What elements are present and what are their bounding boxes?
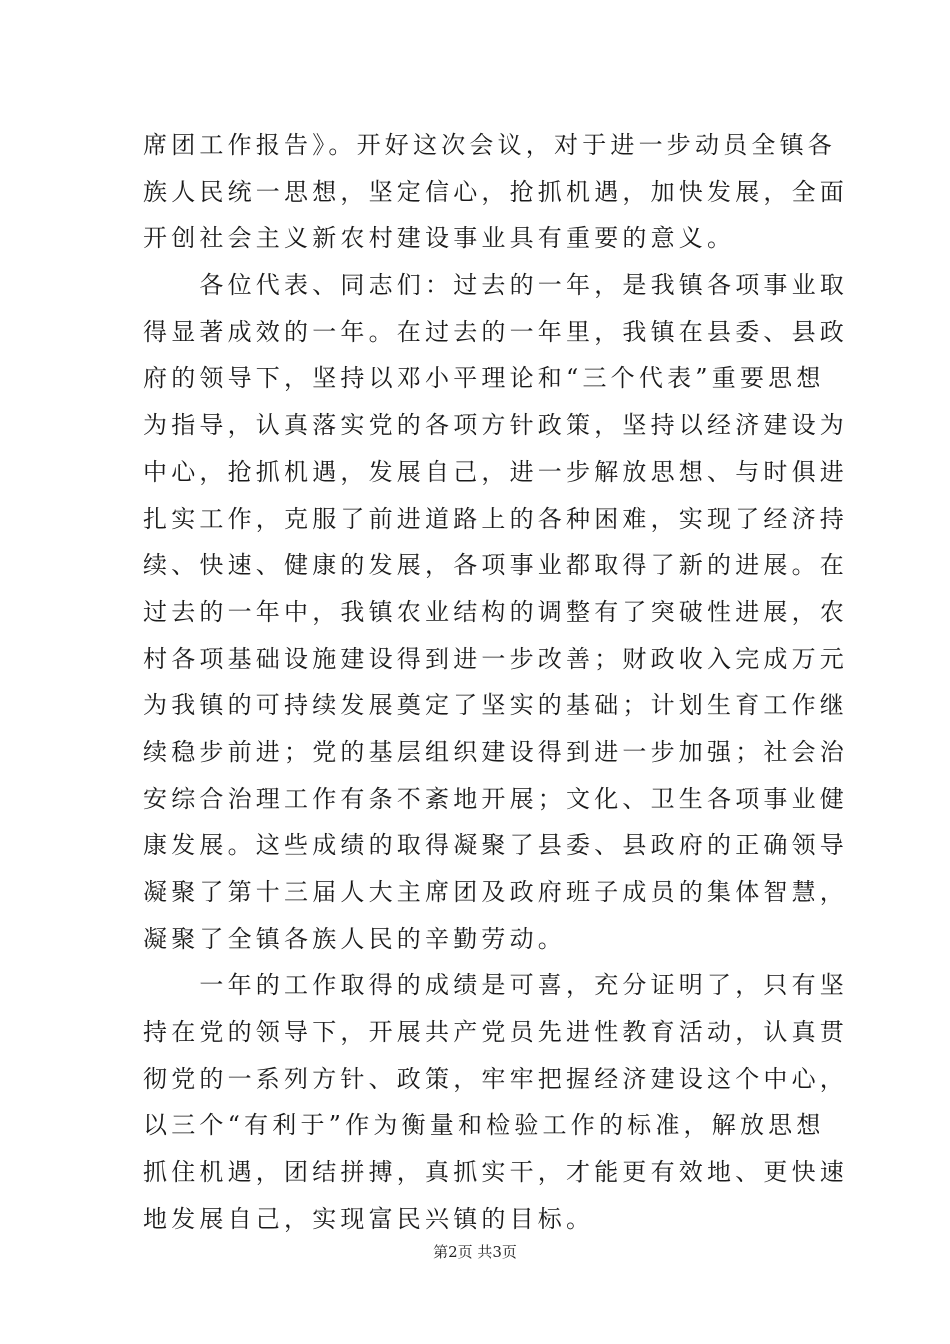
text-line: 族人民统一思想，坚定信心，抢抓机遇，加快发展，全面 — [143, 177, 848, 206]
text-line: 席团工作报告》。开好这次会议，对于进一步动员全镇各 — [143, 131, 836, 159]
text-line: 彻党的一系列方针、政策，牢牢把握经济建设这个中心， — [143, 1064, 848, 1093]
page-number: 第2页 共3页 — [433, 1243, 517, 1261]
text-line: 开创社会主义新农村建设事业具有重要的意义。 — [143, 224, 736, 253]
text-line: 扎实工作，克服了前进道路上的各种困难，实现了经济持 — [143, 504, 848, 533]
text-line: 凝聚了第十三届人大主席团及政府班子成员的集体智慧， — [143, 878, 848, 906]
text-line: 各位代表、同志们：过去的一年，是我镇各项事业取 — [143, 271, 848, 300]
text-line: 村各项基础设施建设得到进一步改善；财政收入完成万元 — [143, 644, 848, 673]
text-line: 得显著成效的一年。在过去的一年里，我镇在县委、县政 — [143, 317, 848, 346]
text-line: 为指导，认真落实党的各项方针政策，坚持以经济建设为 — [143, 411, 848, 440]
text-line: 为我镇的可持续发展奠定了坚实的基础；计划生育工作继 — [143, 691, 848, 720]
text-line: 康发展。这些成绩的取得凝聚了县委、县政府的正确领导 — [143, 831, 848, 860]
text-line: 凝聚了全镇各族人民的辛勤劳动。 — [143, 924, 566, 953]
text-line: 府的领导下，坚持以邓小平理论和“三个代表”重要思想 — [143, 364, 825, 393]
body-text — [143, 122, 848, 1243]
text-line: 过去的一年中，我镇农业结构的调整有了突破性进展，农 — [143, 597, 848, 626]
text-line: 安综合治理工作有条不紊地开展；文化、卫生各项事业健 — [143, 784, 848, 813]
text-line: 续、快速、健康的发展，各项事业都取得了新的进展。在 — [143, 551, 848, 580]
text-line: 抓住机遇，团结拼搏，真抓实干，才能更有效地、更快速 — [143, 1158, 848, 1187]
text-line: 持在党的领导下，开展共产党员先进性教育活动，认真贯 — [143, 1018, 848, 1047]
text-line: 续稳步前进；党的基层组织建设得到进一步加强；社会治 — [143, 737, 848, 766]
text-line: 一年的工作取得的成绩是可喜，充分证明了，只有坚 — [143, 971, 848, 1000]
text-line: 地发展自己，实现富民兴镇的目标。 — [143, 1204, 595, 1233]
text-line: 以三个“有利于”作为衡量和检验工作的标准，解放思想 — [143, 1111, 825, 1140]
text-line: 中心，抢抓机遇，发展自己，进一步解放思想、与时俱进 — [143, 457, 848, 486]
